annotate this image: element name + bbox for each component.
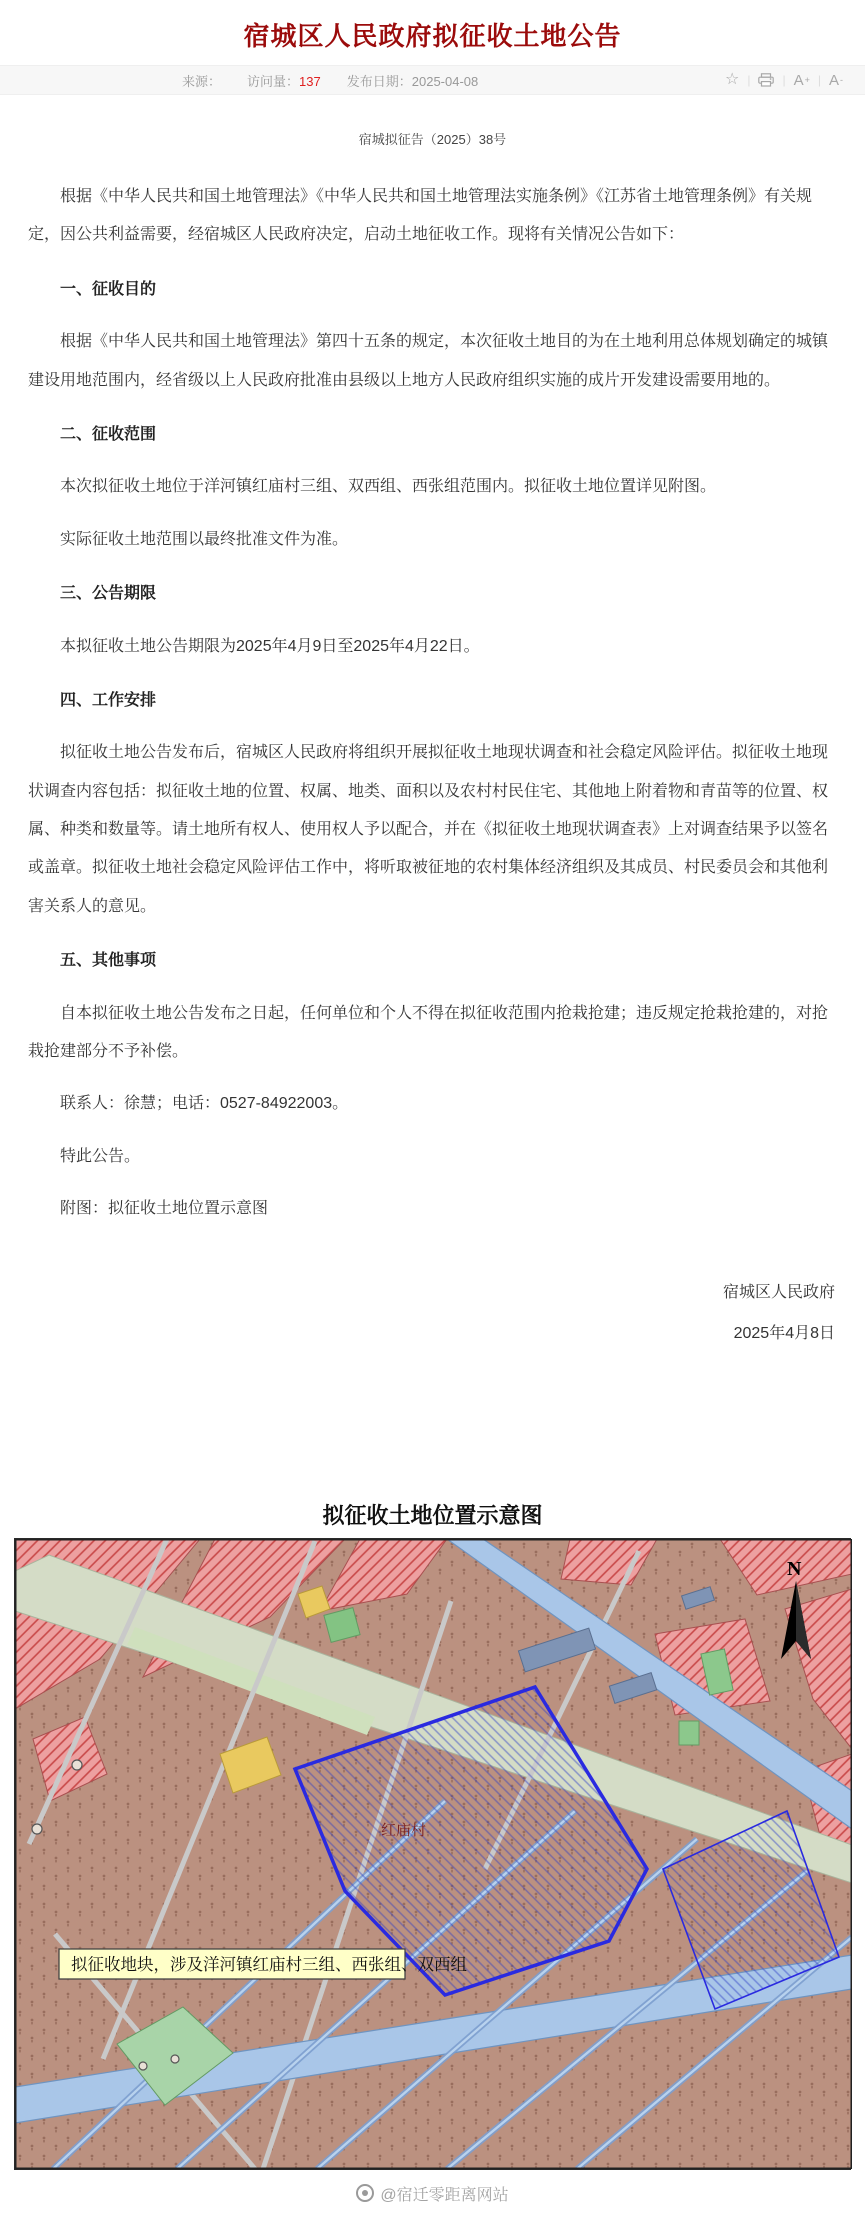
- section-heading-4: 四、工作安排: [60, 691, 157, 709]
- meta-date: [347, 71, 479, 90]
- meta-bar: [0, 65, 865, 95]
- toolbar: [725, 72, 843, 88]
- section-4-paragraph: 拟征收土地公告发布后，宿城区人民政府将组织开展拟征收土地现状调查和社会稳定风险评估。拟征收土地现状调查内容包括：拟征收土地的位置、权属、地类、面积以及农村村民住宅、其他地上附着物和青苗等的位置、权属、种类和数量等。请土地所有权人、使用权人予以配合，并在《拟征收土地现状调查表》上对调查结果予以签名或盖章。拟征收土地社会稳定风险评估工作中，将听取被征地的农村集体经济组织及其成员、村民委员会和其他利害关系人的意见。: [28, 744, 829, 915]
- village-label: 红庙村: [381, 1822, 427, 1839]
- north-label: N: [787, 1557, 802, 1580]
- font-increase-sign: +: [804, 74, 810, 85]
- toolbar-separator: |: [747, 73, 751, 87]
- signature-authority: 宿城区人民政府: [722, 1283, 835, 1301]
- section-1-paragraph: 根据《中华人民共和国土地管理法》第四十五条的规定，本次征收土地目的为在土地利用总体规划确定的城镇建设用地范围内，经省级以上人民政府批准由县级以上地方人民政府组织实施的成片开发建设需要用地的。: [28, 333, 829, 389]
- font-increase-button[interactable]: [794, 73, 810, 88]
- document-number: 宿城拟征告（2025）38号: [358, 132, 507, 147]
- land-map-svg: [15, 1539, 852, 2169]
- font-decrease-button[interactable]: [829, 73, 843, 88]
- favorite-star-icon[interactable]: ☆: [724, 71, 740, 88]
- meta-date-label: 发布日期：: [346, 73, 412, 89]
- section-heading-3: 三、公告期限: [60, 585, 157, 603]
- land-map: [14, 1538, 851, 2170]
- contact-line: 联系人：徐慧；电话：0527-84922003。: [60, 1095, 349, 1113]
- toolbar-separator: |: [782, 73, 786, 87]
- section-5-paragraph: 自本拟征收土地公告发布之日起，任何单位和个人不得在拟征收范围内抢栽抢建；违反规定抢栽抢建的，对抢栽抢建部分不予补偿。: [28, 1004, 829, 1061]
- map-callout-text: 拟征收地块，涉及洋河镇红庙村三组、西张组、双西组: [71, 1954, 467, 1974]
- meta-visits-label: 访问量：: [247, 73, 300, 89]
- section-heading-2: 二、征收范围: [60, 425, 157, 443]
- section-heading-1: 一、征收目的: [60, 280, 157, 298]
- meta-visits: [247, 71, 321, 90]
- meta-source: [182, 71, 221, 90]
- section-3-paragraph: 本拟征收土地公告期限为2025年4月9日至2025年4月22日。: [60, 637, 480, 655]
- site-logo-icon: [356, 2184, 374, 2202]
- map-title: 拟征收土地位置示意图: [322, 1502, 543, 1528]
- site-watermark-text: @宿迁零距离网站: [380, 2186, 509, 2204]
- section-2-paragraph: 实际征收土地范围以最终批准文件为准。: [60, 530, 349, 548]
- intro-paragraph: 根据《中华人民共和国土地管理法》《中华人民共和国土地管理法实施条例》《江苏省土地管理条例》有关规定，因公共利益需要，经宿城区人民政府决定，启动土地征收工作。现将有关情况公告如下：: [28, 188, 813, 244]
- font-increase-label: A: [793, 71, 804, 89]
- map-section: [0, 1499, 865, 2170]
- meta-visits-value: 137: [299, 73, 321, 89]
- section-2-paragraph: 本次拟征收土地位于洋河镇红庙村三组、双西组、西张组范围内。拟征收土地位置详见附图。: [60, 478, 717, 496]
- font-decrease-sign: -: [840, 74, 843, 85]
- toolbar-separator: |: [817, 73, 821, 87]
- meta-source-label: 来源：: [182, 73, 222, 89]
- announcement-document: [0, 95, 865, 1351]
- print-icon[interactable]: [758, 73, 774, 87]
- meta-date-value: 2025-04-08: [411, 73, 479, 89]
- attachment-line: 附图：拟征收土地位置示意图: [60, 1200, 269, 1218]
- signature-date: 2025年4月8日: [733, 1324, 835, 1342]
- site-watermark: [0, 2182, 865, 2208]
- section-heading-5: 五、其他事项: [60, 952, 157, 970]
- page-title: 宿城区人民政府拟征收土地公告: [243, 21, 622, 51]
- font-decrease-label: A: [828, 71, 839, 89]
- signature-block: [28, 1275, 837, 1351]
- closing-line: 特此公告。: [60, 1147, 141, 1165]
